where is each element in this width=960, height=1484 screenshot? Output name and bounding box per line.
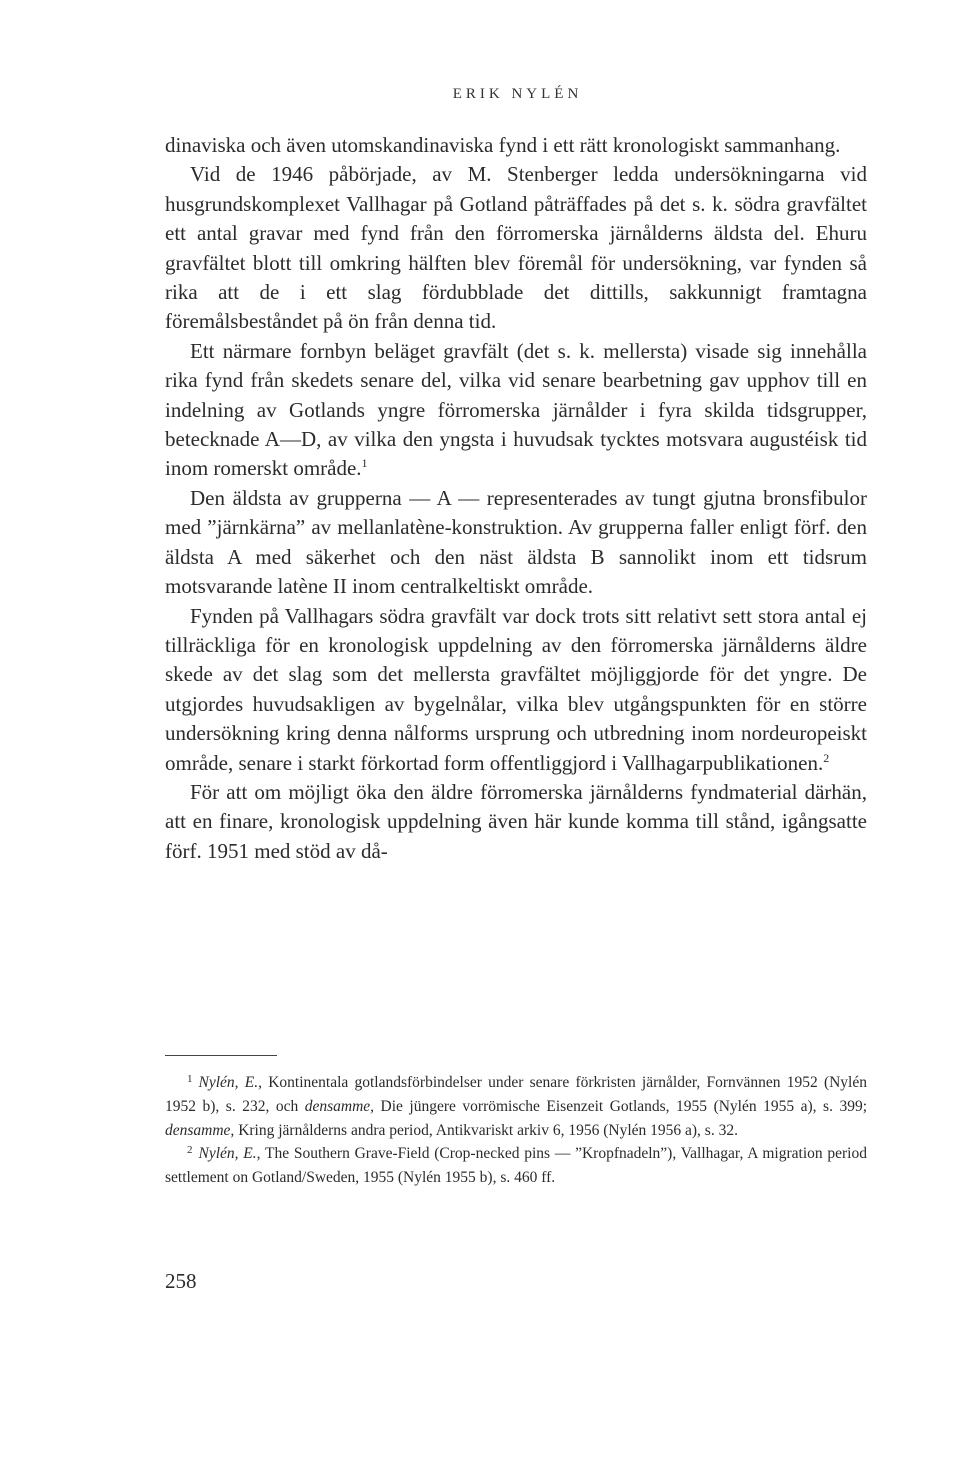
paragraph-3 xyxy=(165,337,867,484)
footnote-text: Kring järnålderns andra period, Antikvariskt arkiv 6, 1956 (Nylén 1956 a), s. 32. xyxy=(234,1121,738,1139)
footnote-1 xyxy=(165,1071,867,1142)
footnote-italic: densamme, xyxy=(304,1097,375,1115)
footnote-author: Nylén, E., xyxy=(198,1074,262,1091)
footnote-mark: 1 xyxy=(187,1073,193,1085)
footnote-ref-2: 2 xyxy=(823,750,830,765)
paragraph-6: För att om möjligt öka den äldre förromerska järnålderns fyndmaterial därhän, att en finare, kronologisk uppdelning även här kunde komma till stånd, igångsatte förf. 1951 med stöd av då- xyxy=(165,779,867,863)
footnote-mark: 2 xyxy=(187,1144,193,1157)
paragraph-4: Den äldsta av grupperna — A — representerades av tungt gjutna bronsfibulor med ”järnkärna” av mellanlatène-konstruktion. Av grupperna faller enligt förf. den äldsta A med säkerhet och den näst äldsta B sannolikt inom ett tidsrum motsvarande latène II inom centralkeltiskt område. xyxy=(165,485,867,599)
footnote-italic: densamme, xyxy=(165,1121,235,1139)
paragraph-5-text: Fynden på Vallhagars södra gravfält var dock trots sitt relativt sett stora antal ej tillräckliga för en kronologisk uppdelning av den förromerska järnålderns äldre skede av det slag som det mellersta gravfältet möjliggjorde för det yngre. De utgjordes huvudsakligen av bygelnålar, vilka blev utgångspunkten för en större undersökning kring denna nålforms ursprung och utbredning inom nordeuropeiskt område, senare i starkt förkortad form offentliggjord i Vallhagarpublikationen. xyxy=(165,603,867,775)
paragraph-1: dinaviska och även utomskandinaviska fynd i ett rätt kronologiskt sammanhang. xyxy=(165,133,841,157)
paragraph-3-text: Ett närmare fornbyn beläget gravfält (det s. k. mellersta) visade sig innehålla rika fynd från skedets senare del, vilka vid senare bearbetning gav upphov till en indelning av Gotlands yngre förromerska järnålder i fyra skilda tidsgrupper, betecknade A—D, av vilka den yngsta i huvudsak tycktes motsvara augustéisk tid inom romerskt område. xyxy=(165,338,867,481)
footnote-divider xyxy=(165,1055,277,1056)
footnote-2 xyxy=(165,1142,867,1190)
footnote-text: Kontinentala gotlandsförbindelser under senare förkristen järnålder, Fornvännen 1952 (Nylén 1952 b), s. 232, och xyxy=(165,1074,867,1115)
footnote-author: Nylén, E., xyxy=(198,1145,261,1163)
body-text xyxy=(165,131,867,866)
page-number: 258 xyxy=(165,1269,197,1293)
footnote-text: Die jüngere vorrömische Eisenzeit Gotlands, 1955 (Nylén 1955 a), s. 399; xyxy=(374,1097,868,1115)
footnote-text: The Southern Grave-Field (Crop-necked pins — ”Kropfnadeln”), Vallhagar, A migration period settlement on Gotland/Sweden, 1955 (Nylén 1955 b), s. 460 ff. xyxy=(165,1145,867,1187)
running-head: ERIK NYLÉN xyxy=(452,86,583,102)
footnotes xyxy=(165,1071,867,1190)
footnote-ref-1: 1 xyxy=(361,456,368,471)
paragraph-5 xyxy=(165,602,867,778)
paragraph-2: Vid de 1946 påbörjade, av M. Stenberger ledda undersökningarna vid husgrundskomplexet Vallhagar på Gotland påträffades på det s. k. södra gravfältet ett antal gravar med fynd från den förromerska järnålderns äldsta del. Ehuru gravfältet blott till omkring hälften blev föremål för undersökning, var fynden så rika att de i ett slag fördubblade det dittills, sakkunnigt framtagna föremålsbeståndet på ön från denna tid. xyxy=(165,162,867,334)
